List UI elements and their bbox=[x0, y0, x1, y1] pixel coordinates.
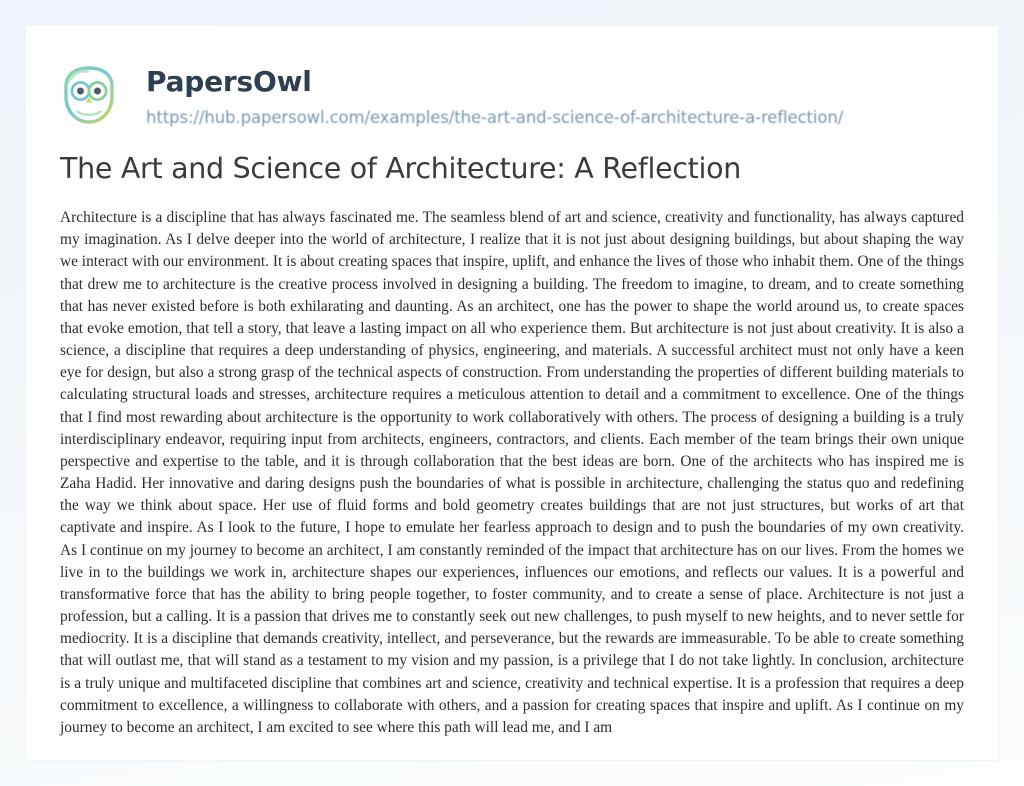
source-url[interactable]: https://hub.papersowl.com/examples/the-art-and-science-of-architecture-a-reflection/ bbox=[146, 108, 844, 127]
essay-body-text: Architecture is a discipline that has always fascinated me. The seamless blend of art and science, creativity and functionality, has always captured my imagination. As I delve deeper into the world of architecture, I realize that it is not just about designing buildings, but about shaping the way we interact with our environment. It is about creating spaces that inspire, uplift, and enhance the lives of those who inhabit them. One of the things that drew me to architecture is the creative process involved in designing a building. The freedom to imagine, to dream, and to create something that has never existed before is both exhilarating and daunting. As an architect, one has the power to shape the world around us, to create spaces that evoke emotion, that tell a story, that leave a lasting impact on all who experience them. But architecture is not just about creativity. It is also a science, a discipline that requires a deep understanding of physics, engineering, and materials. A successful architect must not only have a keen eye for design, but also a strong grasp of the technical aspects of construction. From understanding the properties of different building materials to calculating structural loads and stresses, architecture requires a meticulous attention to detail and a commitment to excellence. One of the things that I find most rewarding about architecture is the opportunity to work collaboratively with others. The process of designing a building is a truly interdisciplinary endeavor, requiring input from architects, engineers, contractors, and clients. Each member of the team brings their own unique perspective and expertise to the table, and it is through collaboration that the best ideas are born. One of the architects who has inspired me is Zaha Hadid. Her innovative and daring designs push the boundaries of what is possible in architecture, challenging the status quo and redefining the way we think about space. Her use of fluid forms and bold geometry creates buildings that are not just structures, but works of art that captivate and inspire. As I look to the future, I hope to emulate her fearless approach to design and to push the boundaries of my own creativity. As I continue on my journey to become an architect, I am constantly reminded of the impact that architecture has on our lives. From the homes we live in to the buildings we work in, architecture shapes our experiences, influences our emotions, and reflects our values. It is a powerful and transformative force that has the ability to bring people together, to foster community, and to create a sense of place. Architecture is not just a profession, but a calling. It is a passion that drives me to constantly seek out new challenges, to push myself to new heights, and to never settle for mediocrity. It is a discipline that demands creativity, intellect, and perseverance, but the rewards are immeasurable. To be able to create something that will outlast me, that will stand as a testament to my vision and my passion, is a privilege that I do not take lightly. In conclusion, architecture is a truly unique and multifaceted discipline that combines art and science, creativity and technical expertise. It is a profession that requires a deep commitment to excellence, a willingness to collaborate with others, and a passion for creating spaces that inspire and uplift. As I continue on my journey to become an architect, I am excited to see where this path will lead me, and I am bbox=[60, 209, 964, 736]
owl-logo-icon bbox=[58, 64, 120, 126]
brand-block bbox=[146, 65, 844, 127]
brand-name: PapersOwl bbox=[146, 65, 312, 98]
document-content bbox=[26, 152, 998, 739]
document-sheet bbox=[26, 26, 998, 760]
page-title: The Art and Science of Architecture: A Reflection bbox=[60, 152, 742, 185]
document-header bbox=[26, 26, 998, 127]
